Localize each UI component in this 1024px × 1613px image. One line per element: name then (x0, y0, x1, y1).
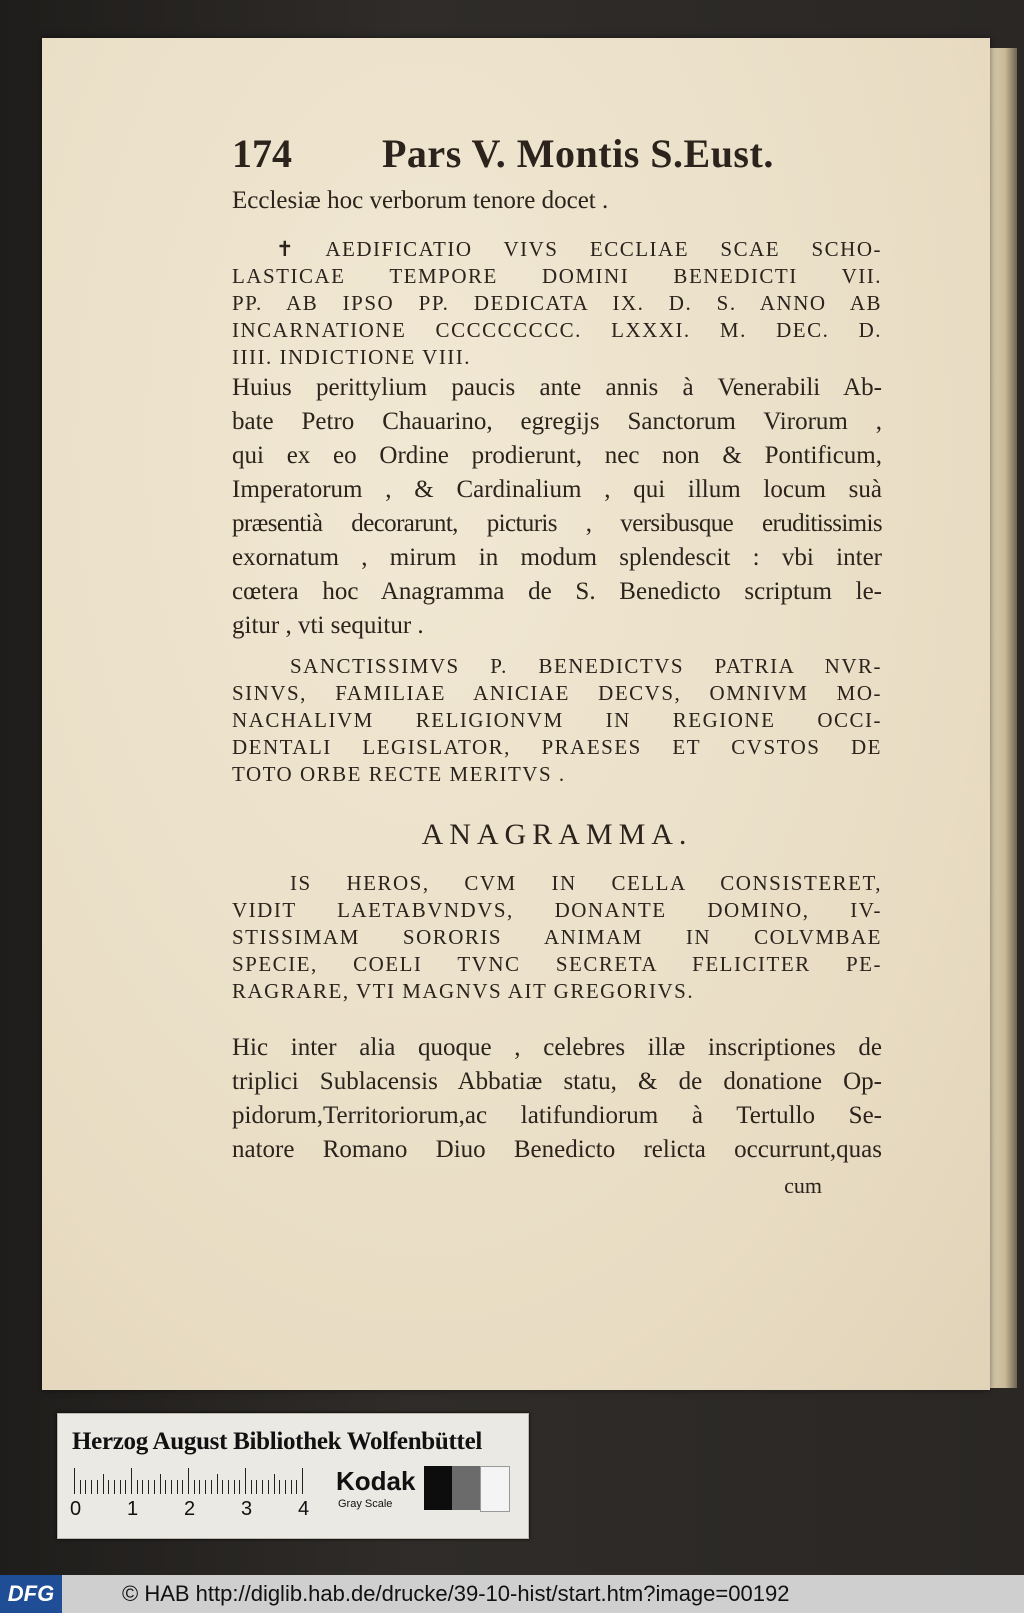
ruler-tick (296, 1480, 297, 1494)
ruler-tick (268, 1480, 269, 1494)
ruler-tick (194, 1480, 195, 1494)
anagram-line: IS HEROS, CVM IN CELLA CONSISTERET, (290, 871, 882, 895)
library-name: Herzog August Bibliothek Wolfenbüttel (72, 1428, 483, 1455)
anagram-line: RAGRARE, VTI MAGNVS AIT GREGORIVS. (232, 979, 695, 1003)
next-page-edge (987, 48, 1017, 1388)
inscription-2-line: DENTALI LEGISLATOR, PRAESES ET CVSTOS DE (232, 735, 882, 759)
ruler-tick (302, 1468, 303, 1494)
gray-swatch-white (480, 1466, 510, 1512)
catchword: cum (784, 1173, 822, 1198)
ruler-tick (279, 1480, 280, 1494)
ruler-tick (97, 1480, 98, 1494)
paragraph-line: Huius perittylium paucis ante annis à Venerabili Ab- (232, 374, 882, 401)
inscription-1-line: LASTICAE TEMPORE DOMINI BENEDICTI VII. (232, 264, 882, 288)
paragraph-1 (232, 371, 882, 643)
paragraph-line: natore Romano Diuo Benedicto relicta occurrunt,quas (232, 1136, 882, 1163)
paragraph-line: Hic inter alia quoque , celebres illæ inscriptiones de (232, 1034, 882, 1061)
ruler-tick (228, 1480, 229, 1494)
inscription-2-line: TOTO ORBE RECTE MERITVS . (232, 762, 566, 786)
ruler-tick (103, 1474, 104, 1494)
ruler-number: 1 (127, 1498, 139, 1520)
color-target-card (57, 1413, 529, 1539)
ruler-tick (148, 1480, 149, 1494)
paragraph-line: exornatum , mirum in modum splendescit : vbi inter (232, 544, 882, 571)
running-head: Pars V. Montis S.Eust. (382, 131, 774, 176)
ruler-tick (177, 1480, 178, 1494)
ruler-tick (245, 1468, 246, 1494)
paragraph-2 (232, 1031, 882, 1167)
paragraph-line: qui ex eo Ordine prodierunt, nec non & Pontificum, (232, 442, 882, 469)
inscription-1-line: INCARNATIONE CCCCCCCCC. LXXXI. M. DEC. D. (232, 318, 882, 342)
paragraph-line: pidorum,Territoriorum,ac latifundiorum à Tertullo Se- (232, 1102, 882, 1129)
source-link[interactable]: © HAB http://diglib.hab.de/drucke/39-10-hist/start.htm?image=00192 (122, 1581, 790, 1606)
kodak-logo: Kodak (336, 1466, 416, 1496)
inscription-2-line: SANCTISSIMVS P. BENEDICTVS PATRIA NVR- (290, 654, 882, 678)
ruler-tick (85, 1480, 86, 1494)
intro-line: Ecclesiæ hoc verborum tenore docet . (232, 187, 609, 214)
gray-swatch-mid (452, 1466, 480, 1510)
ruler-tick (131, 1468, 132, 1494)
paragraph-line: Imperatorum , & Cardinalium , qui illum locum suà (232, 476, 882, 503)
anagram-line: VIDIT LAETABVNDVS, DONANTE DOMINO, IV- (232, 898, 882, 922)
inscription-1-line: PP. AB IPSO PP. DEDICATA IX. D. S. ANNO AB (232, 291, 882, 315)
ruler-tick (251, 1480, 252, 1494)
page-number: 174 (232, 131, 292, 176)
ruler-number: 2 (184, 1498, 196, 1520)
paragraph-line: bate Petro Chauarino, egregijs Sanctorum Virorum , (232, 408, 882, 435)
ruler-tick (154, 1480, 155, 1494)
ruler-tick (188, 1468, 189, 1494)
ruler-tick (160, 1474, 161, 1494)
ruler-tick (74, 1468, 75, 1494)
ruler-tick (114, 1480, 115, 1494)
inscription-1-line: IIII. INDICTIONE VIII. (232, 345, 472, 369)
page-text (232, 130, 882, 1199)
ruler-tick (274, 1474, 275, 1494)
page-header (232, 130, 882, 182)
anagram (232, 870, 882, 1005)
ruler-tick (239, 1480, 240, 1494)
ruler-tick (217, 1474, 218, 1494)
inscription-1 (232, 236, 882, 371)
ruler-tick (182, 1480, 183, 1494)
ruler-tick (222, 1480, 223, 1494)
ruler-tick (120, 1480, 121, 1494)
scale-ruler (74, 1466, 374, 1494)
paragraph-line: triplici Sublacensis Abbatiæ statu, & de donatione Op- (232, 1068, 882, 1095)
dfg-logo: DFG (0, 1575, 62, 1613)
anagram-line: SPECIE, COELI TVNC SECRETA FELICITER PE- (232, 952, 882, 976)
ruler-tick (205, 1480, 206, 1494)
ruler-tick (199, 1480, 200, 1494)
ruler-tick (142, 1480, 143, 1494)
anagram-line: STISSIMAM SORORIS ANIMAM IN COLVMBAE (232, 925, 882, 949)
inscription-2 (232, 653, 882, 788)
ruler-tick (108, 1480, 109, 1494)
paragraph-line: gitur , vti sequitur . (232, 612, 424, 639)
ruler-tick (234, 1480, 235, 1494)
anagram-title: ANAGRAMMA. (421, 818, 693, 851)
gray-swatch-black (424, 1466, 452, 1510)
ruler-tick (165, 1480, 166, 1494)
gray-scale-label: Gray Scale (338, 1498, 393, 1510)
ruler-tick (291, 1480, 292, 1494)
ruler-number: 0 (70, 1498, 82, 1520)
ruler-tick (80, 1480, 81, 1494)
inscription-2-line: NACHALIVM RELIGIONVM IN REGIONE OCCI- (232, 708, 882, 732)
ruler-tick (137, 1480, 138, 1494)
ruler-number: 3 (241, 1498, 253, 1520)
ruler-tick (285, 1480, 286, 1494)
paragraph-line: cœtera hoc Anagramma de S. Benedicto scriptum le- (232, 578, 882, 605)
ruler-number: 4 (298, 1498, 310, 1520)
ruler-tick (171, 1480, 172, 1494)
ruler-tick (125, 1480, 126, 1494)
ruler-tick (211, 1480, 212, 1494)
inscription-2-line: SINVS, FAMILIAE ANICIAE DECVS, OMNIVM MO- (232, 681, 882, 705)
paragraph-line: præsentià decorarunt, picturis , versibusque eruditissimis (232, 510, 882, 537)
ruler-tick (256, 1480, 257, 1494)
ruler-tick (262, 1480, 263, 1494)
ruler-tick (91, 1480, 92, 1494)
inscription-1-line: ✝ AEDIFICATIO VIVS ECCLIAE SCAE SCHO- (276, 237, 882, 261)
viewer-footer (0, 1575, 1024, 1613)
